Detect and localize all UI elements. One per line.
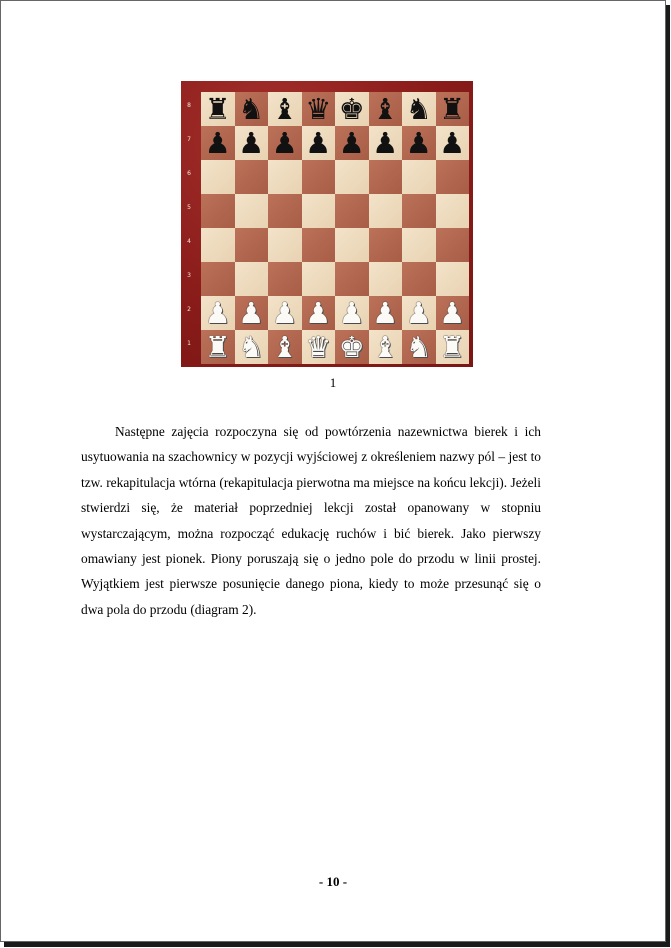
square-c6 [268, 160, 302, 194]
body-text [81, 419, 541, 622]
square-h4 [436, 228, 470, 262]
square-h2 [436, 296, 470, 330]
square-b7 [235, 126, 269, 160]
rank-label-3: 3 [187, 272, 191, 279]
white-pawn-icon: ♟ [338, 296, 365, 330]
rank-label-6: 6 [187, 170, 191, 177]
square-b4 [235, 228, 269, 262]
black-pawn-icon: ♟ [271, 126, 298, 160]
square-d8 [302, 92, 336, 126]
square-d6 [302, 160, 336, 194]
square-b5 [235, 194, 269, 228]
black-rook-icon: ♜ [204, 92, 231, 126]
square-a7 [201, 126, 235, 160]
square-d4 [302, 228, 336, 262]
square-b3 [235, 262, 269, 296]
square-f4 [369, 228, 403, 262]
square-e1 [335, 330, 369, 364]
white-pawn-icon: ♟ [439, 296, 466, 330]
square-a5 [201, 194, 235, 228]
square-h1 [436, 330, 470, 364]
square-g3 [402, 262, 436, 296]
square-c4 [268, 228, 302, 262]
rank-label-7: 7 [187, 136, 191, 143]
square-b2 [235, 296, 269, 330]
black-rook-icon: ♜ [439, 92, 466, 126]
square-h5 [436, 194, 470, 228]
square-f2 [369, 296, 403, 330]
black-knight-icon: ♞ [405, 92, 432, 126]
square-g6 [402, 160, 436, 194]
square-e6 [335, 160, 369, 194]
square-b8 [235, 92, 269, 126]
chess-diagram [181, 81, 473, 367]
square-g1 [402, 330, 436, 364]
black-pawn-icon: ♟ [338, 126, 365, 160]
square-c5 [268, 194, 302, 228]
chessboard [201, 92, 469, 364]
square-g2 [402, 296, 436, 330]
black-pawn-icon: ♟ [204, 126, 231, 160]
square-g7 [402, 126, 436, 160]
square-g8 [402, 92, 436, 126]
square-a1 [201, 330, 235, 364]
square-f1 [369, 330, 403, 364]
white-king-icon: ♚ [338, 330, 365, 364]
square-e2 [335, 296, 369, 330]
square-b6 [235, 160, 269, 194]
white-pawn-icon: ♟ [271, 296, 298, 330]
square-f7 [369, 126, 403, 160]
white-knight-icon: ♞ [405, 330, 432, 364]
white-knight-icon: ♞ [238, 330, 265, 364]
black-knight-icon: ♞ [238, 92, 265, 126]
square-b1 [235, 330, 269, 364]
rank-label-5: 5 [187, 204, 191, 211]
square-h6 [436, 160, 470, 194]
square-c7 [268, 126, 302, 160]
black-king-icon: ♚ [338, 92, 365, 126]
white-rook-icon: ♜ [204, 330, 231, 364]
square-f5 [369, 194, 403, 228]
square-e7 [335, 126, 369, 160]
square-f8 [369, 92, 403, 126]
rank-labels [181, 89, 195, 361]
white-pawn-icon: ♟ [305, 296, 332, 330]
page-number: - 10 - [318, 874, 348, 889]
square-d5 [302, 194, 336, 228]
square-e3 [335, 262, 369, 296]
square-a4 [201, 228, 235, 262]
square-f6 [369, 160, 403, 194]
black-pawn-icon: ♟ [238, 126, 265, 160]
square-h7 [436, 126, 470, 160]
black-queen-icon: ♛ [305, 92, 332, 126]
black-bishop-icon: ♝ [372, 92, 399, 126]
black-bishop-icon: ♝ [271, 92, 298, 126]
square-c2 [268, 296, 302, 330]
square-e5 [335, 194, 369, 228]
square-a2 [201, 296, 235, 330]
paragraph: Następne zajęcia rozpoczyna się od powtórzenia nazewnictwa bierek i ich usytuowania na szachownicy w pozycji wyjściowej z określeniem nazwy pól – jest to tzw. rekapitulacja wtórna (rekapitulacja pierwotna ma miejsce na końcu lekcji). Jeżeli stwierdzi się, że materiał poprzedniej lekcji został opanowany w stopniu wystarczającym, można rozpocząć edukację ruchów i bić bierek. Jako pierwszy omawiany jest pionek. Piony poruszają się o jedno pole do przodu w linii prostej. Wyjątkiem jest pierwsze posunięcie danego piona, kiedy to może przesunąć się o dwa pola do przodu (diagram 2). [81, 424, 541, 617]
square-h8 [436, 92, 470, 126]
square-d3 [302, 262, 336, 296]
diagram-caption: 1 [329, 375, 337, 390]
square-d1 [302, 330, 336, 364]
rank-label-1: 1 [187, 340, 191, 347]
square-c3 [268, 262, 302, 296]
square-h3 [436, 262, 470, 296]
square-d2 [302, 296, 336, 330]
black-pawn-icon: ♟ [439, 126, 466, 160]
white-bishop-icon: ♝ [271, 330, 298, 364]
square-a8 [201, 92, 235, 126]
square-c1 [268, 330, 302, 364]
white-queen-icon: ♛ [305, 330, 332, 364]
square-c8 [268, 92, 302, 126]
white-pawn-icon: ♟ [204, 296, 231, 330]
black-pawn-icon: ♟ [305, 126, 332, 160]
rank-label-2: 2 [187, 306, 191, 313]
white-pawn-icon: ♟ [372, 296, 399, 330]
white-pawn-icon: ♟ [405, 296, 432, 330]
square-a3 [201, 262, 235, 296]
square-e8 [335, 92, 369, 126]
white-bishop-icon: ♝ [372, 330, 399, 364]
white-pawn-icon: ♟ [238, 296, 265, 330]
square-e4 [335, 228, 369, 262]
square-g4 [402, 228, 436, 262]
square-a6 [201, 160, 235, 194]
square-f3 [369, 262, 403, 296]
square-d7 [302, 126, 336, 160]
rank-label-4: 4 [187, 238, 191, 245]
black-pawn-icon: ♟ [372, 126, 399, 160]
square-g5 [402, 194, 436, 228]
black-pawn-icon: ♟ [405, 126, 432, 160]
rank-label-8: 8 [187, 102, 191, 109]
white-rook-icon: ♜ [439, 330, 466, 364]
